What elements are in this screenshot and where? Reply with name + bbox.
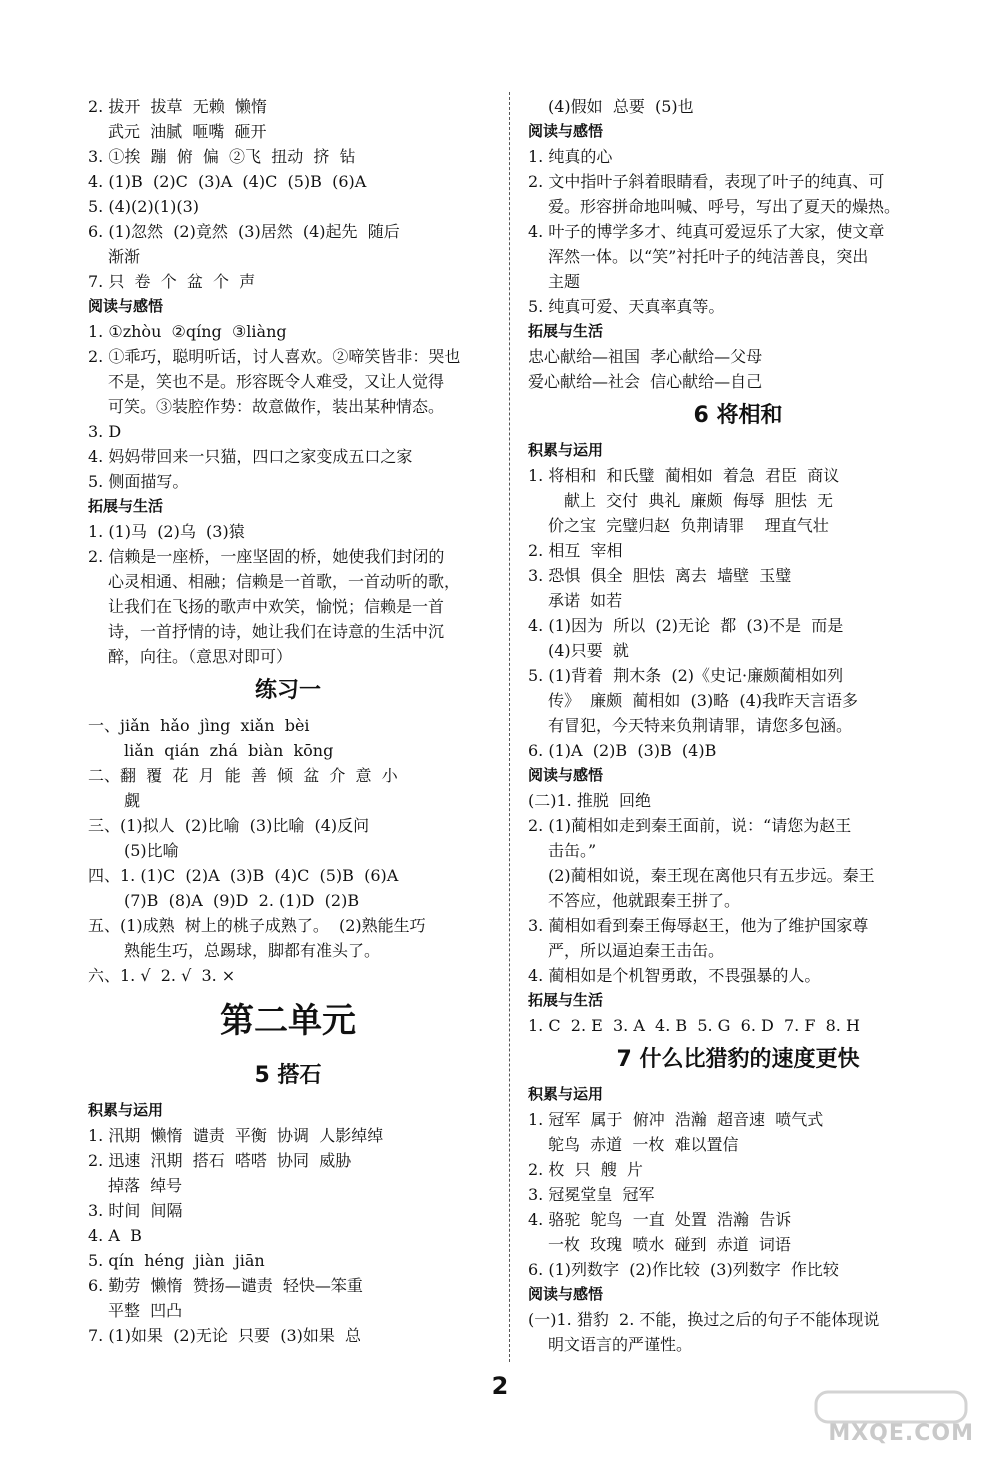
answer-line: 4. (1)因为 所以 (2)无论 都 (3)不是 而是 <box>528 616 844 635</box>
section-heading: 阅读与感悟 <box>528 122 604 140</box>
answer-line: 5. 侧面描写。 <box>88 472 189 491</box>
answer-line: 5. (4)(2)(1)(3) <box>88 197 200 216</box>
answer-line: 浑然一体。以“笑”衬托叶子的纯洁善良，突出 <box>548 247 869 266</box>
answer-line: 让我们在飞扬的歌声中欢笑，愉悦；信赖是一首 <box>108 597 445 616</box>
answer-line: 五、(1)成熟 树上的桃子成熟了。 (2)熟能生巧 <box>88 916 426 935</box>
answer-line: 1. 将相和 和氏璧 蔺相如 着急 君臣 商议 <box>528 466 840 485</box>
answer-line: 心灵相通、相融；信赖是一首歌，一首动听的歌， <box>108 572 461 591</box>
answer-line: (4)只要 就 <box>548 641 629 660</box>
answer-line: 觑 <box>124 791 141 810</box>
answer-line: 2. 拔开 拔草 无赖 懒惰 <box>88 97 267 116</box>
lesson-title: 7 什么比猎豹的速度更快 <box>616 1047 860 1072</box>
section-heading: 积累与运用 <box>528 441 604 459</box>
answer-line: 7. (1)如果 (2)无论 只要 (3)如果 总 <box>88 1326 362 1345</box>
answer-line: 1. 汛期 懒惰 谴责 平衡 协调 人影绰绰 <box>88 1126 384 1145</box>
section-heading: 阅读与感悟 <box>88 297 164 315</box>
answer-line: 4. (1)B (2)C (3)A (4)C (5)B (6)A <box>88 172 367 191</box>
answer-line: 1. 冠军 属于 俯冲 浩瀚 超音速 喷气式 <box>528 1110 824 1129</box>
answer-line: 武元 油腻 咂嘴 砸开 <box>108 122 267 141</box>
answer-line: 2. (1)蔺相如走到秦王面前，说：“请您为赵王 <box>528 816 852 835</box>
answer-line: 三、(1)拟人 (2)比喻 (3)比喻 (4)反问 <box>88 816 370 835</box>
left-column <box>88 94 488 1348</box>
answer-line: 平整 凹凸 <box>108 1301 183 1320</box>
answer-line: 有冒犯，今天特来负荆请罪，请您多包涵。 <box>548 716 853 735</box>
answer-line: 爱心献给—社会 信心献给—自己 <box>528 372 763 391</box>
answer-line: 传》 廉颇 蔺相如 (3)略 (4)我昨天言语多 <box>548 691 859 710</box>
answer-line: 承诺 如若 <box>548 591 623 610</box>
answer-line: 4. A B <box>88 1226 142 1245</box>
watermark-logo <box>806 1388 976 1448</box>
answer-line: 2. 枚 只 艘 片 <box>528 1160 643 1179</box>
lesson-title: 6 将相和 <box>693 403 783 428</box>
answer-line: 3. 时间 间隔 <box>88 1201 183 1220</box>
answer-line: 2. 信赖是一座桥，一座坚固的桥，她使我们封闭的 <box>88 547 445 566</box>
answer-line: 4. 蔺相如是个机智勇敢，不畏强暴的人。 <box>528 966 821 985</box>
lesson-title: 5 搭石 <box>254 1063 322 1088</box>
section-heading: 积累与运用 <box>528 1085 604 1103</box>
section-heading: 拓展与生活 <box>88 497 164 515</box>
answer-line: liǎn qián zhá biàn kōng <box>124 741 334 760</box>
answer-line: 爱。形容拼命地叫喊、呼号，写出了夏天的燥热。 <box>548 197 901 216</box>
answer-line: 渐渐 <box>108 247 141 266</box>
answer-line: 4. 叶子的博学多才、纯真可爱逗乐了大家，使文章 <box>528 222 885 241</box>
answer-line: 4. 妈妈带回来一只猫，四口之家变成五口之家 <box>88 447 413 466</box>
section-heading: 拓展与生活 <box>528 322 604 340</box>
answer-line: 3. 冠冕堂皇 冠军 <box>528 1185 655 1204</box>
answer-line: 1. (1)马 (2)乌 (3)猿 <box>88 522 245 541</box>
section-heading: 积累与运用 <box>88 1101 164 1119</box>
answer-line: 鸵鸟 赤道 一枚 难以置信 <box>548 1135 739 1154</box>
answer-line: 3. 蔺相如看到秦王侮辱赵王，他为了维护国家尊 <box>528 916 869 935</box>
answer-line: 2. ①乖巧，聪明听话，讨人喜欢。②啼笑皆非：哭也 <box>88 347 461 366</box>
section-heading: 阅读与感悟 <box>528 1285 604 1303</box>
page-number: 2 <box>491 1372 509 1400</box>
answer-line: 7. 只 卷 个 盆 个 声 <box>88 272 256 291</box>
section-heading: 拓展与生活 <box>528 991 604 1009</box>
answer-line: (二)1. 推脱 回绝 <box>528 791 652 810</box>
answer-line: 1. 纯真的心 <box>528 147 613 166</box>
answer-line: 不答应，他就跟秦王拼了。 <box>548 891 741 910</box>
answer-line: 四、1. (1)C (2)A (3)B (4)C (5)B (6)A <box>88 866 399 885</box>
answer-line: 5. (1)背着 荆木条 (2)《史记·廉颇蔺相如列 <box>528 666 844 685</box>
answer-line: 1. C 2. E 3. A 4. B 5. G 6. D 7. F 8. H <box>528 1016 860 1035</box>
answer-line: 6. 勤劳 懒惰 赞扬—谴责 轻快—笨重 <box>88 1276 363 1295</box>
answer-line: 6. (1)列数字 (2)作比较 (3)列数字 作比较 <box>528 1260 839 1279</box>
answer-line: 掉落 绰号 <box>108 1176 183 1195</box>
answer-line: 明文语言的严谨性。 <box>548 1335 693 1354</box>
answer-line: 忠心献给—祖国 孝心献给—父母 <box>528 347 763 366</box>
answer-line: 献上 交付 典礼 廉颇 侮辱 胆怯 无 <box>564 491 834 510</box>
answer-line: 六、1. √ 2. √ 3. × <box>88 966 236 985</box>
column-divider <box>509 92 510 1362</box>
answer-line: (7)B (8)A (9)D 2. (1)D (2)B <box>124 891 360 910</box>
answer-line: 击缶。” <box>548 841 597 860</box>
lesson-title: 练习一 <box>254 678 321 703</box>
unit-title: 第二单元 <box>220 1001 356 1041</box>
answer-line: 一、jiǎn hǎo jìng xiǎn bèi <box>88 716 310 735</box>
answer-line: 1. ①zhòu ②qíng ③liàng <box>88 322 287 341</box>
answer-line: 不是，笑也不是。形容既令人难受，又让人觉得 <box>108 372 445 391</box>
answer-line: 5. qín héng jiàn jiān <box>88 1251 265 1270</box>
answer-line: (一)1. 猎豹 2. 不能，换过之后的句子不能体现说 <box>528 1310 880 1329</box>
answer-line: 诗，一首抒情的诗，她让我们在诗意的生活中沉 <box>108 622 445 641</box>
answer-line: (2)蔺相如说，秦王现在离他只有五步远。秦王 <box>548 866 875 885</box>
answer-line: 5. 纯真可爱、天真率真等。 <box>528 297 725 316</box>
answer-line: (4)假如 总要 (5)也 <box>548 97 694 116</box>
answer-line: 2. 相互 宰相 <box>528 541 623 560</box>
answer-line: 3. 恐惧 俱全 胆怯 离去 墙壁 玉璧 <box>528 566 792 585</box>
answer-line: 2. 文中指叶子斜着眼睛看，表现了叶子的纯真、可 <box>528 172 885 191</box>
answer-line: 3. D <box>88 422 122 441</box>
answer-line: 二、翻 覆 花 月 能 善 倾 盆 介 意 小 <box>88 766 398 785</box>
answer-line: 3. ①挨 蹦 俯 偏 ②飞 扭动 挤 钻 <box>88 147 356 166</box>
answer-line: (5)比喻 <box>124 841 179 860</box>
answer-line: 一枚 玫瑰 喷水 碰到 赤道 词语 <box>548 1235 791 1254</box>
answer-line: 可笑。③装腔作势：故意做作，装出某种情态。 <box>108 397 445 416</box>
answer-line: 6. (1)忽然 (2)竟然 (3)居然 (4)起先 随后 <box>88 222 400 241</box>
answer-line: 严，所以逼迫秦王击缶。 <box>548 941 725 960</box>
watermark-text: MXQE.COM <box>828 1421 974 1446</box>
answer-line: 价之宝 完璧归赵 负荆请罪 理直气壮 <box>548 516 829 535</box>
answer-line: 醉，向往。（意思对即可） <box>108 647 293 666</box>
answer-line: 2. 迅速 汛期 搭石 嗒嗒 协同 威胁 <box>88 1151 352 1170</box>
answer-line: 4. 骆驼 鸵鸟 一直 处置 浩瀚 告诉 <box>528 1210 792 1229</box>
section-heading: 阅读与感悟 <box>528 766 604 784</box>
answer-line: 熟能生巧，总踢球，脚都有准头了。 <box>124 941 381 960</box>
answer-line: 主题 <box>548 272 581 291</box>
right-column <box>528 94 948 1357</box>
answer-line: 6. (1)A (2)B (3)B (4)B <box>528 741 717 760</box>
